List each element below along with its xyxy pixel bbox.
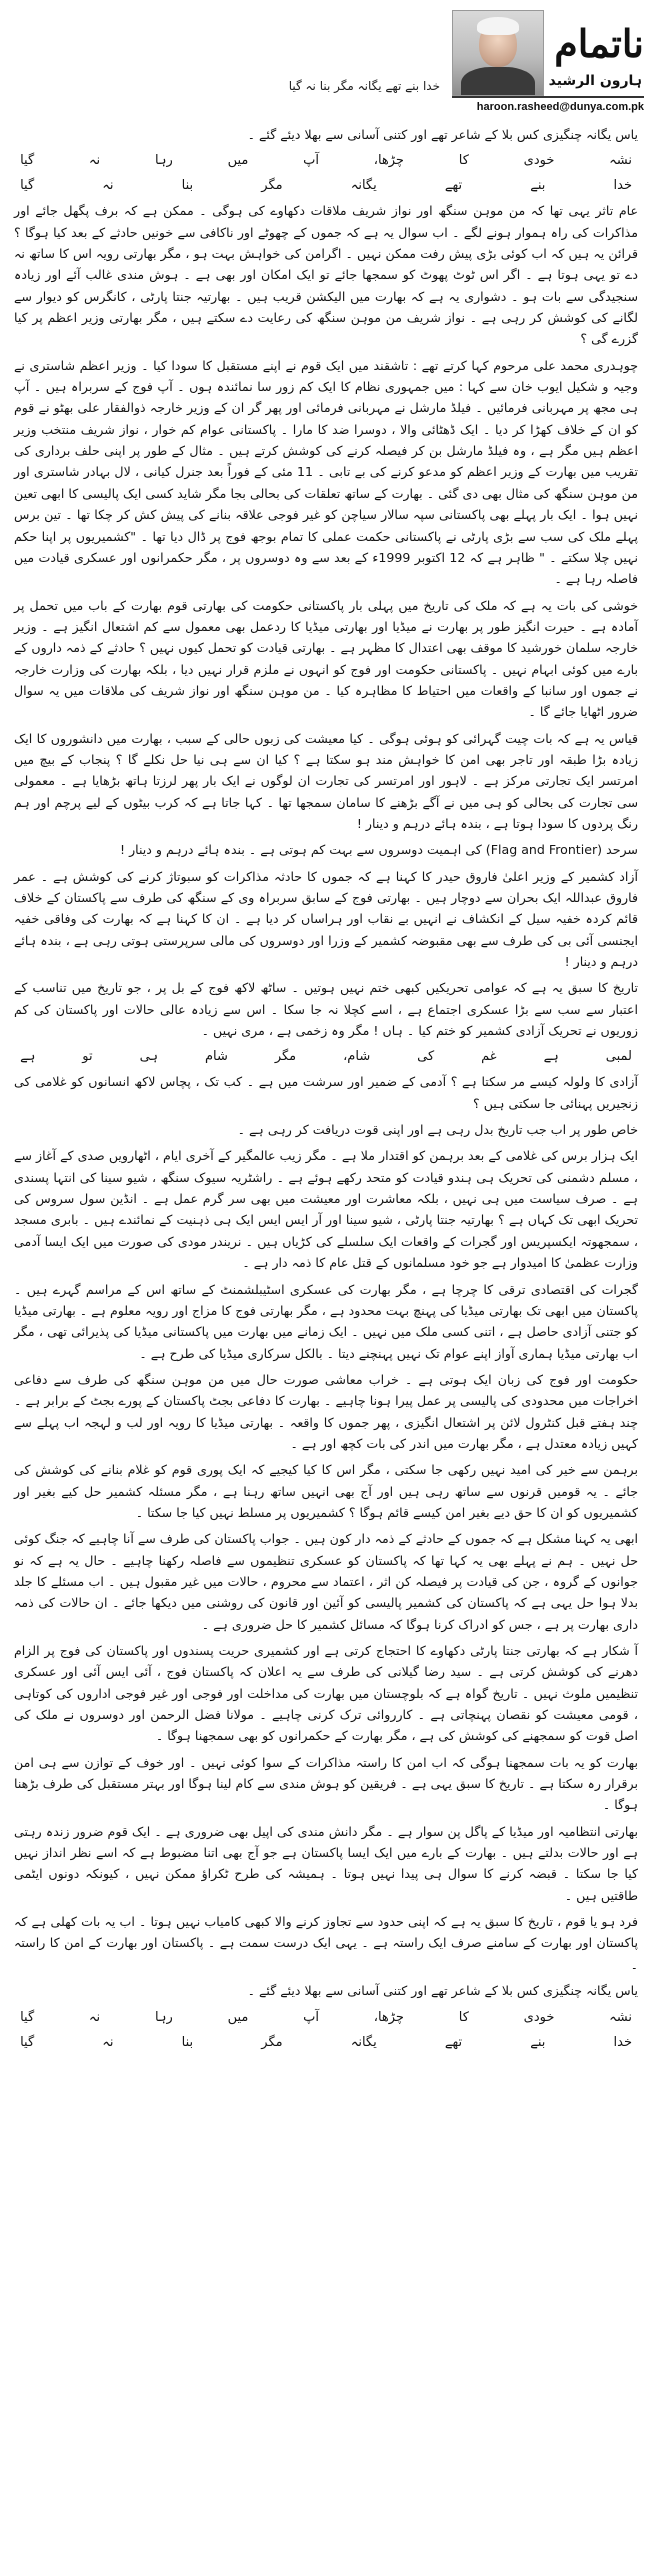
verse-word: کا xyxy=(458,2009,469,2025)
author-name: ہارون الرشید xyxy=(548,73,642,89)
verse-word: گیا xyxy=(20,178,35,194)
verse-word: آپ xyxy=(303,2009,319,2025)
article-paragraph: قیاس یہ ہے کہ بات چیت گہرائی کو ہوئی ہوگی ۔ کیا معیشت کی زبوں حالی کے سبب ، بھارت میں دانشوروں کا ایک زیادہ بڑا طبقہ اور تاجر بھی امن کا خواہش مند ہو سکتا ہے ؟ کیا ان سے ہی نیا حل نکلے گا ؟ پنجاب کے بیچ میں امرتسر ایک تجارتی مرکز ہے ۔ لاہور اور امرتسر کی تجارت ان لوگوں نے ایک بار پھر لرزتا ہاتھ بڑھایا ہے ۔ معمولی سی تجارت کی بحالی کو ہی میں نے آگے بڑھنے کا سامان سمجھا تھا ۔ کہا جاتا ہے کہ کرب بیٹوں کے لیے پرچم اور ہم رنگ پردوں کا سودا ہوتا ہے ، بندہ ہائے درہم و دینار ! xyxy=(14,730,638,831)
verse-word: میں xyxy=(227,153,249,169)
verse-word: نشہ xyxy=(609,2009,632,2025)
verse-word: کی xyxy=(417,1049,435,1065)
verse-word: چڑھا، xyxy=(373,153,404,169)
verse-word: شام xyxy=(204,1049,228,1065)
verse-word: لمبی xyxy=(605,1049,632,1065)
verse-word: بنا xyxy=(181,178,194,194)
article-paragraph: آ شکار ہے کہ بھارتی جنتا پارٹی دکھاوے کا احتجاج کرتی ہے اور کشمیری حریت پسندوں اور پاکستان کی فوج پر الزام دھرنے کی کوشش کرتی ہے ۔ سید رضا گیلانی کی طرف سے یہ اعلان کہ پاکستان فوج ، آئی ایس آئی اور عسکری تنظیمیں ملوث نہیں ۔ تاریخ گواہ ہے کہ بلوچستان میں بھارت کی مداخلت اور فوجی اور غیر فوجی اداروں کی کوتاہی ، قومی معیشت کو نقصان پہنچاتی ہے ۔ کارروائی ترک کرنی چاہیے ۔ مولانا فضل الرحمن اور دوسروں نے ملک کی اصل قوت کو سمجھنے کی کوشش کی ہے ، مگر بھارت کے حکمرانوں کو بھی سمجھنا ہوگا ۔ xyxy=(14,1643,638,1744)
middle-verse-b: آزادی کا ولولہ کیسے مر سکتا ہے ؟ آدمی کے ضمیر اور سرشت میں ہے ۔ کب تک ، پچاس لاکھ انسانوں کو غلامی کی زنجیریں پہنائی جا سکتی ہیں ؟ xyxy=(14,1074,638,1111)
header-divider xyxy=(452,96,644,98)
article-paragraph: خاص طور پر اب جب تاریخ بدل رہی ہے اور اپنی قوت دریافت کر رہی ہے ۔ xyxy=(237,1122,638,1138)
article-paragraph: عام تاثر یہی تھا کہ من موہن سنگھ اور نواز شریف ملاقات دکھاوے کی ہوگی ۔ ممکن ہے کہ برف پگھل جائے اور مذاکرات کی راہ ہموار ہونے لگے ۔ اب سوال یہ ہے کہ جموں کے چھوٹے اور ناکافی سے خونیں حادثے کے بعد کیا ہوگا ؟ قرائن یہ ہیں کہ اب کوئی بڑی پیش رفت ممکن نہیں ۔ اگرامن کی خواہش بہت ہو ، مگر بھارتی رویہ اس کا ساتھ نہ دے تو یہی ہوتا ہے ۔ اگر اس ٹوٹ پھوٹ کو سمجھا جائے تو ایک امکان اور بھی ہے ۔ ہوش مندی غالب آئے اور زیادہ سنجیدگی سے بات ہو ۔ دشواری یہ ہے کہ بھارت میں الیکشن قریب ہیں ۔ بھارتیہ جنتا پارٹی ، کانگرس کو دیوار سے لگانے کی کوشش کر رہی ہے ۔ نواز شریف من موہن سنگھ کی رعایت دے سکتے ہیں ، مگر بھارتی وزیر اعظم پر کیا گزرے گی ؟ xyxy=(14,203,638,347)
verse-word: تو xyxy=(82,1049,93,1065)
verse-word: ہے xyxy=(543,1049,559,1065)
verse-word: خودی xyxy=(523,153,555,169)
verse-word: تھے xyxy=(444,2034,463,2050)
verse-word: گیا xyxy=(20,153,35,169)
verse-word: رہا xyxy=(154,2009,173,2025)
verse-word: غم xyxy=(481,1049,497,1065)
verse-word: آپ xyxy=(303,153,319,169)
verse-word: مگر xyxy=(261,178,283,194)
verse-word: بنا xyxy=(181,2034,194,2050)
verse-word: نہ xyxy=(88,2009,101,2025)
verse-word: خودی xyxy=(523,2009,555,2025)
verse-word: یگانہ xyxy=(350,178,377,194)
paragraph-group-2 xyxy=(14,1119,638,2001)
verse-word: ہی xyxy=(139,1049,159,1065)
verse-word: خدا xyxy=(613,2034,632,2050)
verse-word: خدا xyxy=(613,178,632,194)
article-paragraph: سرحد (Flag and Frontier) کی اہمیت دوسروں سے بہت کم ہوتی ہے ۔ بندہ ہائے درہم و دینار ! xyxy=(120,842,638,858)
opening-line: یاس یگانہ چنگیزی کس بلا کے شاعر تھے اور کتنی آسانی سے بھلا دیئے گئے ۔ xyxy=(247,127,638,142)
verse-word: ہے xyxy=(20,1049,36,1065)
column-headline: خدا بنے تھے یگانہ مگر بنا نہ گیا xyxy=(288,79,440,93)
article-body xyxy=(14,124,638,2057)
article-paragraph: گجرات کی اقتصادی ترقی کا چرچا ہے ، مگر بھارت کی عسکری اسٹیبلشمنٹ کے ساتھ اس کے مراسم گہرے ہیں ۔ پاکستان میں ابھی تک بھارتی میڈیا کی پہنچ بہت محدود ہے ، مگر بھارتی فوج کا مزاج اور رویہ معلوم ہے ۔ بھارتی میڈیا کو جتنی آزادی حاصل ہے ، اتنی کسی ملک میں نہیں ۔ ایک زمانے میں بھارت میں پاکستانی میڈیا کی پذیرائی تھی ، مگر اب بھارتی میڈیا ہماری آواز اپنے عوام تک نہیں پہنچنے دیتا ۔ بالکل سرکاری میڈیا کی طرح ہے ۔ xyxy=(14,1281,638,1361)
closing-verse-b xyxy=(14,2032,638,2053)
paragraph-group-1 xyxy=(14,200,638,1041)
verse-word: تھے xyxy=(444,178,463,194)
article-paragraph: برہمن سے خیر کی امید نہیں رکھی جا سکتی ، مگر اس کا کیا کیجیے کہ ایک پوری قوم کو غلام بنانے کی کوشش کی جائے ۔ یہ قومیں قرنوں سے ساتھ رہی ہیں اور آج بھی انہیں ساتھ رہنا ہے ، مگر مسئلہ کشمیر حل کیے بغیر اور کشمیریوں کو ان کا حق دیے بغیر امن کیسے قائم ہوگا ؟ کشمیریوں پر مسلط نہیں کیا جا سکتا ۔ xyxy=(14,1462,638,1520)
article-paragraph: خوشی کی بات یہ ہے کہ ملک کی تاریخ میں پہلی بار پاکستانی حکومت کی بھارتی قوم بھارت کے باب میں تحمل پر آمادہ ہے ۔ حیرت انگیز طور پر بھارت نے میڈیا اور بھارتی میڈیا کا ردعمل بھی معمول سے کم اشتعال انگیز ہے ۔ وزیر خارجہ سلمان خورشید کا موقف بھی اعتدال کا مظہر ہے ۔ بھارتی قیادت کو تحمل کیوں نہیں ؟ حادثے کے ذمہ داروں کے بارے میں کوئی ابہام نہیں ۔ پاکستانی حکومت اور فوج کو انہوں نے ملزم قرار نہیں دیا ، بلکہ بھارت کی وزارت خارجہ نے جموں اور سانبا کے واقعات میں احتیاط کا مظاہرہ کیا ۔ من موہن سنگھ اور نواز شریف کی ملاقات میں یہ سوال ضرور اٹھایا جائے گا ۔ xyxy=(14,597,638,720)
column-brand: ناتمام xyxy=(554,21,644,66)
author-email[interactable]: haroon.rasheed@dunya.com.pk xyxy=(476,101,644,113)
verse-word: بنے xyxy=(530,178,546,194)
verse-word: نہ xyxy=(88,153,101,169)
article-paragraph: آزاد کشمیر کے وزیر اعلیٰ فاروق حیدر کا کہنا ہے کہ جموں کا حادثہ مذاکرات کو سبوتاژ کرنے کی کوشش ہے ۔ عمر فاروق عبداللہ ایک بحران سے دوچار ہیں ۔ بھارتی فوج کے سابق سربراہ وی کے سنگھ کی طرف سے پاکستان کے خلاف قائم کردہ خفیہ سیل کے انکشاف نے انہیں بے نقاب اور ہراساں کر دیا ہے ۔ ان کا کہنا ہے کہ بھارت کی وفاقی خفیہ ایجنسی آئی بی کی طرف سے بھی مقبوضہ کشمیر کے وزرا اور دوسروں کی مالی سرپرستی ہوتی رہی ہے ، بندہ ہائے درہم و دینار ! xyxy=(14,868,638,970)
article-paragraph: فرد ہو یا قوم ، تاریخ کا سبق یہ ہے کہ اپنی حدود سے تجاوز کرنے والا کبھی کامیاب نہیں ہوتا ۔ اب یہ بات کھلی ہے کہ پاکستان اور بھارت کے سامنے صرف ایک راستہ ہے ۔ یہی ایک درست سمت ہے ۔ پاکستان اور بھارت کے امن کا راستہ ۔ xyxy=(14,1914,638,1972)
verse-word: شام، xyxy=(343,1049,371,1065)
article-paragraph: ابھی یہ کہنا مشکل ہے کہ جموں کے حادثے کے ذمہ دار کون ہیں ۔ جواب پاکستان کی طرف سے آنا چاہیے کہ جنگ کوئی حل نہیں ۔ ہم نے پہلے بھی یہ کہا تھا کہ پاکستان کو عسکری تنظیموں سے فاصلہ رکھنا چاہیے ۔ حال یہ ہے کہ نو جوانوں کے گروہ ، جن کی قیادت پر فیصلہ کن اثر ، اعتماد سے محروم ، حالات میں غیر مقبول ہیں ۔ اب مسئلے کا جلد بدلا ہوا حل یہی ہے کہ پاکستان کی کشمیر پالیسی کو آئین اور قانون کی روشنی میں دیکھا جائے ۔ ان حالات کی ذمہ داری بھارت پر ہے ، جس کو ادراک کرنا ہوگا کہ مسائل کشمیر کا حل ضروری ہے ۔ xyxy=(14,1531,638,1632)
closing-verse-a xyxy=(14,2007,638,2028)
middle-verse-a xyxy=(14,1046,638,1067)
opening-verse-b xyxy=(14,175,638,196)
verse-word: نہ xyxy=(102,178,114,194)
article-paragraph: حکومت اور فوج کی زبان ایک ہوتی ہے ۔ خراب معاشی صورت حال میں من موہن سنگھ کی طرف سے دفاعی اخراجات میں محدودی کی پالیسی پر عمل پیرا ہونا چاہیے ۔ بھارت کا دفاعی بجٹ پاکستان کے پورے بجٹ کے برابر ہے ۔ چند ہفتے قبل کنٹرول لائن پر اشتعال انگیزی ، پھر جموں کا واقعہ ۔ بھارتی میڈیا کا رویہ اور لب و لہجہ اب پہلے سے کہیں زیادہ معتدل ہے ، مگر بھارت میں اندر کی بات کچھ اور ہے ۔ xyxy=(14,1371,638,1451)
article-paragraph: چوہدری محمد علی مرحوم کہا کرتے تھے : تاشقند میں ایک قوم نے اپنے مستقبل کا سودا کیا ۔ وزیر اعظم شاستری نے وجیہ و شکیل ایوب خان سے کہا : میں جمہوری نظام کا ایک کم زور سا نمائندہ ہوں ۔ آپ فوج کے سربراہ ہیں ۔ آپ ہی مجھ پر مہربانی فرمائیں ۔ فیلڈ مارشل نے مہربانی فرمائی اور پھر گر ان کے وزیر خارجہ ذوالفقار علی بھٹو نے قوم کو ان کے خلاف کھڑا کر دیا ۔ ایک ڈھٹائی والا ، دوسرا ضد کا مارا ۔ پاکستانی عوام کم خوار ، نواز شریف منتخب وزیر اعظم ہیں مگر ہے ، وہ فیلڈ مارشل بن کر فیصلہ کرنے کی کوشش کرتے ہیں ۔ مثال کے طور پر اپنی حلف برداری کی تقریب میں بھارت کے وزیر اعظم کو مدعو کرنے کی بے تابی ۔ 11 مئی کے فوراً بعد جنرل کیانی ، لال بہادر شاستری اور من موہن سنگھ کی مثال بھی دی گئی ۔ بھارت کے ساتھ تعلقات کی بحالی بجا مگر شاید کسی ایک پالیسی کا ابھی تعین نہیں ہوا ۔ ایک بار پہلے بھی پاکستانی سپہ سالار سیاچن کو غیر فوجی علاقہ بنانے کی پیش کش کر چکا تھا ۔ تین برس پہلے ملک کی سب سے بڑی پارٹی نے پاکستانی حکمت عملی کا تمام بوجھ فوج پر ڈال دیا تھا ۔ "کشمیریوں پر اپنا حکم نہیں چلا سکتے ۔ " ظاہر ہے کہ 12 اکتوبر 1999ء کے بعد سے وہ دوسروں پر ، مگر حکمرانوں اور عسکری قیادت میں فاصلہ رہا ہے ۔ xyxy=(14,357,639,587)
verse-word: کا xyxy=(458,153,469,169)
verse-word: گیا xyxy=(20,2034,35,2050)
verse-word: میں xyxy=(227,2009,249,2025)
article-paragraph: یاس یگانہ چنگیزی کس بلا کے شاعر تھے اور کتنی آسانی سے بھلا دیئے گئے ۔ xyxy=(247,1983,638,1999)
column-header xyxy=(0,0,650,118)
article-paragraph: بھارت کو یہ بات سمجھنا ہوگی کہ اب امن کا راستہ مذاکرات کے سوا کوئی نہیں ۔ اور خوف کے توازن سے ہی امن برقرار رہ سکتا ہے ۔ تاریخ کا سبق یہی ہے ۔ فریقین کو ہوش مندی سے کام لینا ہوگا اور بہتر مستقبل کی طرف بڑھنا ہوگا ۔ xyxy=(14,1754,638,1813)
verse-word: رہا xyxy=(154,153,173,169)
verse-word: بنے xyxy=(530,2034,546,2050)
article-paragraph: تاریخ کا سبق یہ ہے کہ عوامی تحریکیں کبھی ختم نہیں ہوتیں ۔ ساٹھ لاکھ فوج کے بل پر ، جو تاریخ میں تناسب کے اعتبار سے سب سے بڑا عسکری اجتماع ہے ، اسے کچلا نہ جا سکا ۔ اس سے زیادہ عالی حالات اور پاکستان کی کم زوریوں نے تحریک آزادی کشمیر کو ختم کیا ۔ ہاں ! مگر وہ زخمی ہے ، مری نہیں ۔ xyxy=(14,980,638,1039)
verse-word: یگانہ xyxy=(350,2034,377,2050)
verse-word: مگر xyxy=(261,2034,283,2050)
article-paragraph: ایک ہزار برس کی غلامی کے بعد برہمن کو اقتدار ملا ہے ۔ مگر زیب عالمگیر کے آخری ایام ، اٹھارویں صدی کے آغاز سے ، مسلم دشمنی کی تحریک ہی ہندو قیادت کو متحد رکھے ہوئے ہے ۔ راشٹریہ سیوک سنگھ ، شیو سینا کی انتہا پسندی ہے ۔ صرف سیاست میں ہی نہیں ، بلکہ معاشرت اور معیشت میں بھی سر گرم عمل ہے ۔ انڈین سول سروس کی تحریک ابھی تک کہاں ہے ؟ بھارتیہ جنتا پارٹی ، شیو سینا اور آر ایس ایس ایک ہی ذہنیت کے نمائندے ہیں ۔ بابری مسجد ، سمجھوتہ ایکسپریس اور گجرات کے واقعات ایک سلسلے کی کڑیاں ہیں ۔ نریندر مودی کی صورت میں ایک ایسا آدمی وزارت عظمیٰ کا امیدوار ہے جو خود مسلمانوں کے قتل عام کا ذمہ دار ہے ۔ xyxy=(14,1148,638,1271)
verse-word: چڑھا، xyxy=(373,2009,404,2025)
article-paragraph: بھارتی انتظامیہ اور میڈیا کے پاگل پن سوار ہے ۔ مگر دانش مندی کی اپیل بھی ضروری ہے ۔ ایک قوم ضرور زندہ رہتی ہے اور حالات بدلتے ہیں ۔ بھارت کے بارے میں ایک ایسا پاکستان ہے جو آج بھی اتنا مضبوط ہے کہ اسے نظر انداز نہیں کیا جا سکتا ۔ قبضہ کرنے کا سوال ہی پیدا نہیں ہوتا ۔ ہمیشہ کی طرح ٹکراؤ ممکن نہیں ، کیونکہ دونوں ایٹمی طاقتیں ہیں ۔ xyxy=(14,1823,638,1903)
verse-word: مگر xyxy=(274,1049,297,1065)
verse-word: گیا xyxy=(20,2009,35,2025)
verse-word: نہ xyxy=(102,2034,114,2050)
verse-word: نشہ xyxy=(609,153,632,169)
opening-verse-a xyxy=(14,150,638,171)
author-photo-hair xyxy=(477,17,519,35)
